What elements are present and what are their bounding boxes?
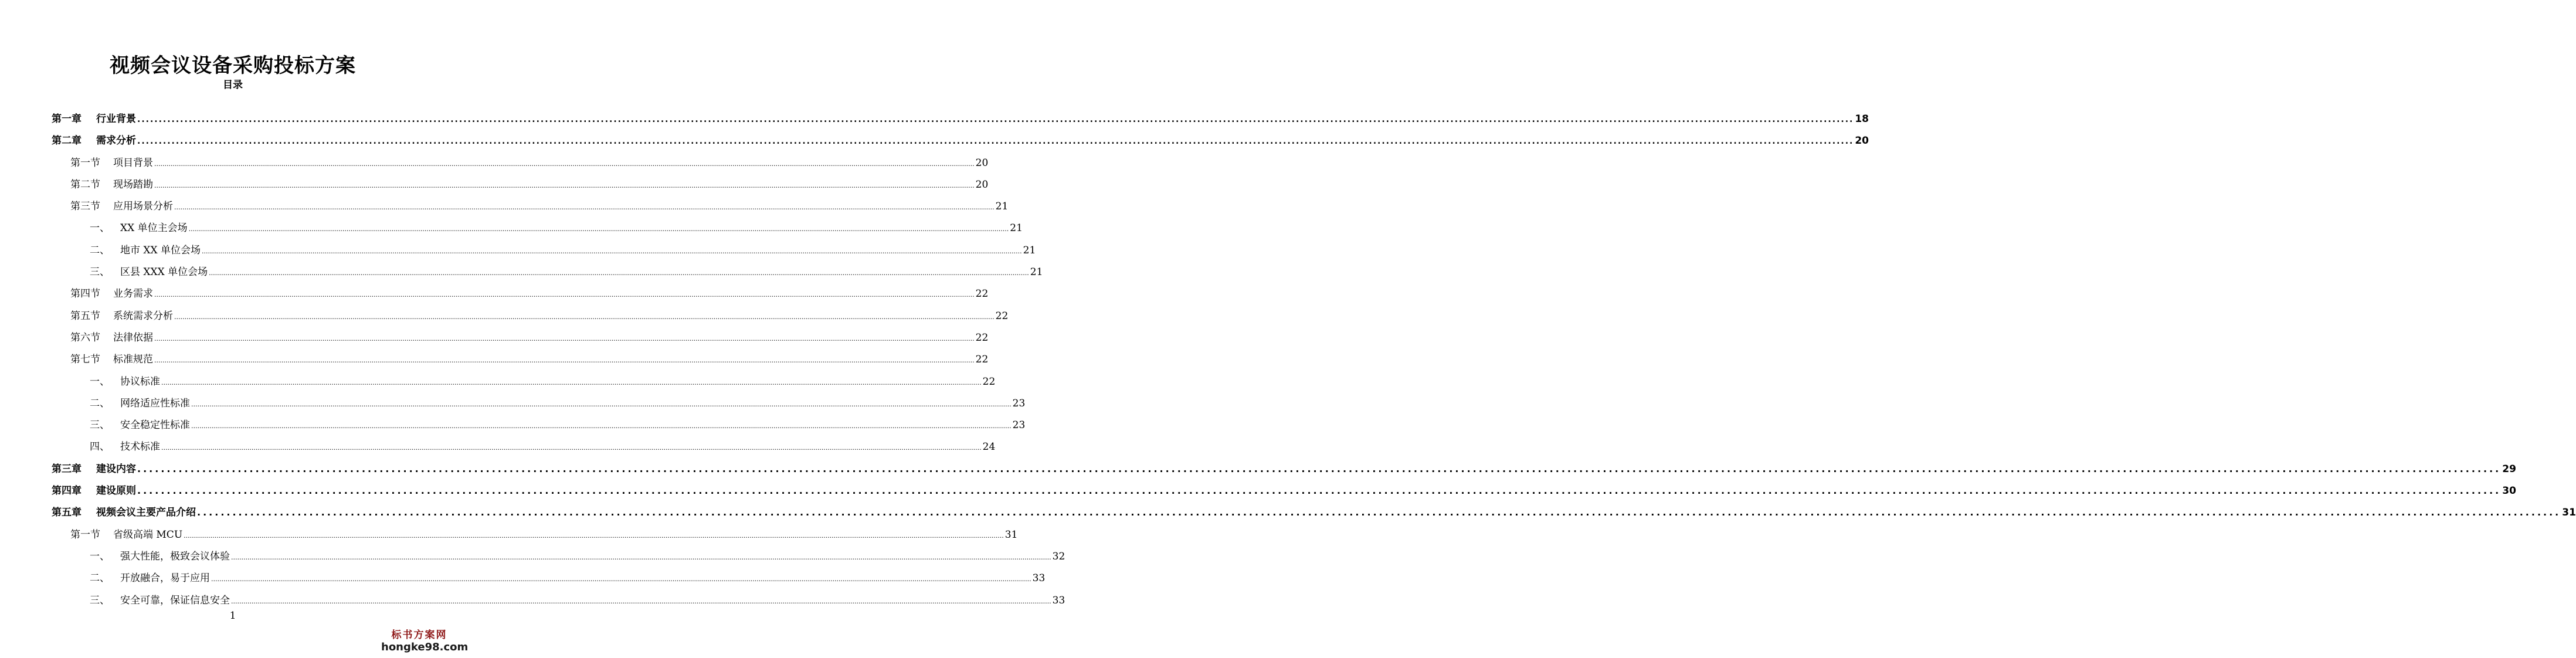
toc-entry-number: 第一节: [70, 528, 100, 541]
toc-dot-leader: ................................................................................................................................................................................................................................................................................................................................................................................................................: [154, 357, 975, 365]
toc-entry-page: 21: [1023, 244, 1036, 256]
toc-dot-leader: ................................................................................................................................................................................................................................................................................................................................................................................................................: [154, 181, 975, 189]
toc-entry-text: 项目背景: [113, 157, 153, 169]
toc-dot-leader: ................................................................................................................................................................................................................................................................................................................................................................................................................: [137, 137, 1854, 147]
toc-entry-label: [90, 569, 210, 584]
toc-entry-text: 安全可靠，保证信息安全: [120, 594, 230, 606]
toc-entry-page: 23: [1012, 397, 1026, 409]
toc-entry-text: 视频会议主要产品介绍: [96, 507, 196, 519]
toc-entry-text: 法律依据: [113, 331, 153, 344]
toc-entry-text: 协议标准: [120, 375, 160, 388]
toc-entry[interactable]: [0, 500, 2576, 522]
toc-entry[interactable]: [0, 347, 989, 369]
toc-entry[interactable]: [0, 544, 1065, 566]
toc-entry-label: [70, 307, 173, 322]
toc-entry-page: 24: [982, 441, 996, 453]
toc-entry-number: 三、: [90, 594, 110, 606]
toc-entry-page: 22: [975, 331, 989, 344]
toc-entry[interactable]: [0, 413, 1026, 435]
toc-entry-label: [70, 285, 153, 300]
toc-entry-page: 30: [2502, 485, 2516, 497]
toc-entry-page: 21: [1010, 222, 1023, 235]
toc-entry-number: 第一节: [70, 157, 100, 169]
toc-dot-leader: ................................................................................................................................................................................................................................................................................................................................................................................................................: [154, 160, 975, 168]
toc-entry-page: 20: [975, 157, 989, 169]
table-of-contents: [0, 107, 2576, 610]
toc-entry-page: 29: [2502, 463, 2516, 475]
toc-entry-text: 区县 XXX 单位会场: [120, 266, 208, 279]
toc-entry[interactable]: [0, 260, 1043, 281]
toc-entry-number: 一、: [90, 550, 110, 562]
toc-entry[interactable]: [0, 304, 1009, 325]
toc-entry[interactable]: [0, 128, 1869, 150]
toc-entry[interactable]: [0, 566, 1046, 588]
toc-entry-label: [52, 482, 136, 497]
toc-entry-text: 建设原则: [96, 485, 136, 497]
toc-entry-number: 一、: [90, 375, 110, 388]
toc-entry[interactable]: [0, 391, 1026, 413]
toc-entry-label: [70, 329, 153, 344]
toc-entry-label: [90, 438, 160, 453]
toc-entry-label: [70, 154, 153, 169]
toc-dot-leader: ................................................................................................................................................................................................................................................................................................................................................................................................................: [161, 444, 982, 452]
toc-entry-page: 32: [1052, 550, 1065, 562]
toc-entry-text: 强大性能，极致会议体验: [120, 550, 230, 562]
toc-dot-leader: ................................................................................................................................................................................................................................................................................................................................................................................................................: [211, 575, 1031, 584]
toc-entry[interactable]: [0, 523, 1018, 544]
toc-entry-number: 第二节: [70, 178, 100, 191]
toc-entry-label: [52, 460, 136, 475]
page-number: 1: [229, 610, 236, 622]
toc-entry-page: 22: [975, 288, 989, 300]
watermark-logo: [381, 626, 469, 653]
toc-dot-leader: ................................................................................................................................................................................................................................................................................................................................................................................................................: [184, 531, 1004, 540]
toc-dot-leader: ................................................................................................................................................................................................................................................................................................................................................................................................................: [137, 115, 1854, 124]
toc-entry-text: 标准规范: [113, 354, 153, 366]
toc-entry-text: 应用场景分析: [113, 201, 173, 213]
toc-entry-number: 二、: [90, 397, 110, 409]
toc-entry-page: 22: [995, 310, 1009, 322]
toc-entry-page: 22: [975, 354, 989, 366]
toc-entry[interactable]: [0, 369, 996, 391]
toc-entry-number: 二、: [90, 572, 110, 585]
toc-entry-label: [90, 219, 188, 234]
toc-entry-page: 33: [1032, 572, 1046, 585]
toc-entry-number: 第二章: [52, 135, 82, 147]
toc-entry[interactable]: [0, 172, 989, 194]
toc-entry-number: 第一章: [52, 113, 82, 125]
toc-entry[interactable]: [0, 107, 1869, 128]
toc-entry-text: 技术标准: [120, 441, 160, 453]
toc-entry-label: [90, 416, 190, 431]
toc-entry-number: 第三节: [70, 201, 100, 213]
toc-entry-text: 业务需求: [113, 288, 153, 300]
toc-entry-label: [90, 548, 230, 562]
toc-dot-leader: ................................................................................................................................................................................................................................................................................................................................................................................................................: [137, 485, 2502, 497]
toc-entry-label: [52, 132, 136, 147]
document-title: 视频会议设备采购投标方案: [110, 54, 356, 77]
toc-entry-text: 开放融合，易于应用: [120, 572, 210, 585]
toc-entry[interactable]: [0, 435, 996, 456]
toc-dot-leader: ................................................................................................................................................................................................................................................................................................................................................................................................................: [191, 422, 1012, 430]
toc-entry-number: 第四章: [52, 485, 82, 497]
toc-entry-page: 22: [982, 375, 996, 388]
toc-entry-label: [90, 592, 230, 606]
toc-dot-leader: ................................................................................................................................................................................................................................................................................................................................................................................................................: [154, 291, 975, 299]
toc-entry-text: 地市 XX 单位会场: [120, 244, 201, 256]
toc-entry-label: [90, 242, 201, 256]
toc-entry-page: 20: [975, 178, 989, 191]
toc-dot-leader: ................................................................................................................................................................................................................................................................................................................................................................................................................: [191, 400, 1012, 408]
toc-entry-number: 第四节: [70, 288, 100, 300]
toc-entry-text: 现场踏勘: [113, 178, 153, 191]
toc-entry[interactable]: [0, 151, 989, 172]
toc-entry-number: 第七节: [70, 354, 100, 366]
toc-entry-page: 23: [1012, 419, 1026, 432]
toc-entry-text: 安全稳定性标准: [120, 419, 190, 432]
toc-entry-page: 31: [2562, 507, 2576, 519]
toc-entry-page: 20: [1855, 135, 1869, 147]
toc-entry-page: 21: [995, 201, 1009, 213]
toc-entry-label: [90, 395, 190, 409]
toc-entry-text: 需求分析: [96, 135, 136, 147]
toc-entry-number: 三、: [90, 419, 110, 432]
toc-entry-number: 一、: [90, 222, 110, 235]
toc-dot-leader: ................................................................................................................................................................................................................................................................................................................................................................................................................: [154, 334, 975, 342]
toc-entry[interactable]: [0, 216, 1023, 238]
toc-dot-leader: ................................................................................................................................................................................................................................................................................................................................................................................................................: [161, 378, 982, 386]
toc-dot-leader: ................................................................................................................................................................................................................................................................................................................................................................................................................: [174, 313, 995, 321]
toc-entry-page: 31: [1004, 528, 1018, 541]
toc-entry-label: [70, 176, 153, 191]
toc-entry-text: 省级高端 MCU: [113, 528, 183, 541]
toc-entry-text: XX 单位主会场: [120, 222, 188, 235]
toc-entry-number: 第五章: [52, 507, 82, 519]
toc-dot-leader: ................................................................................................................................................................................................................................................................................................................................................................................................................: [231, 597, 1051, 605]
toc-entry-label: [52, 504, 196, 518]
toc-heading: 目录: [223, 79, 243, 91]
toc-entry-text: 建设内容: [96, 463, 136, 475]
toc-entry[interactable]: [0, 588, 1065, 610]
toc-entry-label: [52, 110, 136, 125]
toc-entry-label: [70, 351, 153, 365]
toc-entry[interactable]: [0, 281, 989, 303]
toc-entry-number: 第三章: [52, 463, 82, 475]
toc-entry[interactable]: [0, 238, 1036, 260]
toc-entry-text: 系统需求分析: [113, 310, 173, 322]
toc-dot-leader: ................................................................................................................................................................................................................................................................................................................................................................................................................: [197, 507, 2561, 518]
toc-entry-label: [90, 263, 208, 278]
toc-entry-number: 二、: [90, 244, 110, 256]
toc-entry-label: [70, 526, 182, 541]
toc-entry[interactable]: [0, 457, 2516, 479]
toc-entry[interactable]: [0, 479, 2516, 500]
toc-dot-leader: ................................................................................................................................................................................................................................................................................................................................................................................................................: [209, 269, 1029, 277]
toc-entry-number: 第六节: [70, 331, 100, 344]
watermark-brand: 标书方案网: [391, 629, 447, 641]
toc-entry-text: 网络适应性标准: [120, 397, 190, 409]
toc-entry-page: 18: [1855, 113, 1869, 125]
toc-entry-label: [70, 198, 173, 212]
toc-entry-number: 第五节: [70, 310, 100, 322]
toc-entry-page: 33: [1052, 594, 1065, 606]
toc-entry[interactable]: [0, 325, 989, 347]
toc-entry-number: 四、: [90, 441, 110, 453]
toc-entry[interactable]: [0, 194, 1009, 216]
toc-entry-text: 行业背景: [96, 113, 136, 125]
toc-dot-leader: ................................................................................................................................................................................................................................................................................................................................................................................................................: [174, 203, 995, 212]
toc-dot-leader: ................................................................................................................................................................................................................................................................................................................................................................................................................: [188, 225, 1009, 233]
toc-dot-leader: ................................................................................................................................................................................................................................................................................................................................................................................................................: [231, 553, 1051, 561]
toc-dot-leader: ................................................................................................................................................................................................................................................................................................................................................................................................................: [137, 463, 2502, 474]
toc-entry-page: 21: [1030, 266, 1043, 279]
toc-entry-label: [90, 373, 160, 388]
watermark-site: hongke98.com: [381, 641, 469, 653]
toc-dot-leader: ................................................................................................................................................................................................................................................................................................................................................................................................................: [202, 247, 1022, 255]
toc-entry-number: 三、: [90, 266, 110, 279]
